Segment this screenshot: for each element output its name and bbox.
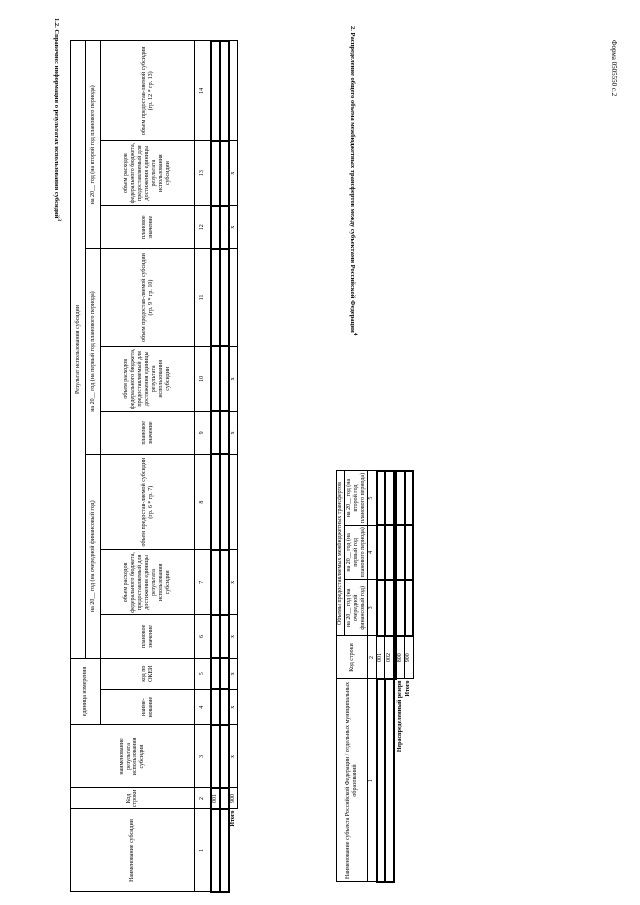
results-group-header: Результат использования субсидии <box>71 41 86 658</box>
section2-title: 2. Распределение общего объема межбюджетных трансфертов между субъектами Российской Федерации$^4$ <box>348 26 358 336</box>
row-code: 800 <box>396 636 405 679</box>
data-cell[interactable] <box>211 550 220 615</box>
x-mark: x <box>229 411 238 454</box>
col-unit-header: единица измерения <box>71 658 101 725</box>
total-label: Итого <box>405 680 412 697</box>
col-number: 9 <box>194 411 210 454</box>
col-number: 8 <box>194 454 210 550</box>
data-cell[interactable] <box>220 689 229 725</box>
col-number: 4 <box>194 689 210 725</box>
col-number: 12 <box>194 206 210 249</box>
col-number: 11 <box>194 249 210 347</box>
data-cell[interactable] <box>377 471 385 525</box>
data-cell[interactable] <box>396 525 405 580</box>
x-mark: x <box>229 658 238 689</box>
table-row <box>385 471 394 882</box>
subsidy-name-cell[interactable] <box>220 809 229 892</box>
table-row <box>211 41 220 892</box>
vol-c-header: объем предостав-ляемой субсидии (гр. 12 * гр. 13) <box>101 41 195 141</box>
vol-a-header: объем предостав-ляемой субсидии (гр. 6 * гр. 7) <box>101 454 195 550</box>
total-label: Итого <box>230 810 237 827</box>
col-result-name-header: наименование результата использования субсидии <box>71 725 195 788</box>
column-numbers-row <box>368 471 377 882</box>
data-cell[interactable] <box>211 41 220 141</box>
data-cell[interactable] <box>220 411 229 454</box>
undistributed-label: Нераспределенный резерв <box>396 680 403 753</box>
col-number: 13 <box>194 141 210 206</box>
data-cell[interactable] <box>220 249 229 347</box>
expense-b-header: объем расходов федерального бюджета, предоставляемый для достижения единицы результата использования субсидии <box>101 346 195 411</box>
year-b-header: на 20__ год (на первый год планового периода) <box>345 525 368 580</box>
data-cell[interactable] <box>211 615 220 658</box>
subsidy-name-cell[interactable] <box>211 809 220 892</box>
data-cell[interactable] <box>220 206 229 249</box>
total-row <box>405 471 413 882</box>
year-c-header: на 20__ год (на второй год планового периода) <box>345 472 366 524</box>
data-cell[interactable] <box>220 41 229 141</box>
subject-name-cell[interactable] <box>377 679 385 882</box>
data-cell[interactable] <box>220 346 229 411</box>
data-cell[interactable] <box>220 658 229 689</box>
row-code: 002 <box>385 636 394 679</box>
x-mark: x <box>229 615 238 658</box>
x-mark: x <box>229 725 238 788</box>
data-cell[interactable] <box>229 249 238 347</box>
unit-name-header: наиме-нование <box>101 689 195 725</box>
vol-b-header: объем предостав-ляемой субсидии (гр. 9 * гр. 10) <box>101 249 195 347</box>
data-cell[interactable] <box>211 141 220 206</box>
data-cell[interactable] <box>385 471 394 525</box>
data-cell[interactable] <box>211 689 220 725</box>
col-number: 14 <box>194 41 210 141</box>
year-a-header: на 20__ год (на очередной финансовый год) <box>345 580 368 636</box>
subject-name-cell[interactable] <box>385 679 394 882</box>
unit-okei-header: код по ОКЕИ <box>101 658 195 689</box>
col-name-header: Наименование субсидии <box>71 809 195 892</box>
data-cell[interactable] <box>211 454 220 550</box>
data-cell[interactable] <box>405 580 413 636</box>
column-numbers-row <box>194 41 210 892</box>
expense-c-header: объем расходов федерального бюджета, предоставляемый для достижения единицы результата использования субсидии <box>101 141 195 206</box>
form-code: Форма 0505550 с.2 <box>610 40 618 97</box>
data-cell[interactable] <box>396 580 405 636</box>
year-b-header: на 20__ год (на первый год планового периода) <box>86 249 101 455</box>
col-number: 6 <box>194 615 210 658</box>
col-number: 2 <box>194 788 210 809</box>
col-number: 1 <box>368 679 377 882</box>
col-number: 5 <box>194 658 210 689</box>
data-cell[interactable] <box>220 550 229 615</box>
x-mark: x <box>229 206 238 249</box>
data-cell[interactable] <box>377 580 385 636</box>
undistributed-row <box>396 471 405 882</box>
col-code-header: Код строки <box>337 636 368 679</box>
col-number: 4 <box>368 525 377 580</box>
x-mark: x <box>229 346 238 411</box>
data-cell[interactable] <box>211 346 220 411</box>
data-cell[interactable] <box>211 411 220 454</box>
col-name-header: Наименование субъекта Российской Федерации / отдельных муниципальных образований <box>337 679 368 882</box>
year-c-header: на 20__ год (на второй год планового периода) <box>86 41 101 249</box>
data-cell[interactable] <box>405 471 413 525</box>
row-code-empty[interactable] <box>220 788 229 809</box>
data-cell[interactable] <box>220 141 229 206</box>
row-code: 900 <box>405 636 413 679</box>
row-code: 001 <box>211 788 220 809</box>
data-cell[interactable] <box>377 525 385 580</box>
data-cell[interactable] <box>220 454 229 550</box>
col-number: 3 <box>368 580 377 636</box>
data-cell[interactable] <box>396 471 405 525</box>
plan-a-header: плановое значение <box>101 615 195 658</box>
result-name-cell[interactable] <box>220 725 229 788</box>
volume-group-header: Объемы предоставляемых межбюджетных трансфертов <box>337 471 345 636</box>
col-number: 1 <box>194 809 210 892</box>
plan-c-header: плановое значение <box>101 206 195 249</box>
col-number: 2 <box>368 636 377 679</box>
data-cell[interactable] <box>385 580 394 636</box>
col-number: 10 <box>194 346 210 411</box>
data-cell[interactable] <box>211 658 220 689</box>
result-name-cell[interactable] <box>211 725 220 788</box>
data-cell[interactable] <box>211 206 220 249</box>
data-cell[interactable] <box>229 454 238 550</box>
total-row <box>229 41 238 892</box>
col-number: 5 <box>368 471 377 525</box>
table-row <box>220 41 229 892</box>
col-number: 3 <box>194 725 210 788</box>
row-code: 900 <box>229 788 238 809</box>
table-row <box>377 471 385 882</box>
data-cell[interactable] <box>229 41 238 141</box>
plan-b-header: плановое значение <box>101 411 195 454</box>
col-code-header: Код строки <box>71 788 195 809</box>
data-cell[interactable] <box>405 525 413 580</box>
row-code: 001 <box>377 636 385 679</box>
transfers-distribution-table <box>336 470 414 883</box>
x-mark: x <box>229 550 238 615</box>
col-number: 7 <box>194 550 210 615</box>
data-cell[interactable] <box>385 525 394 580</box>
subsidy-results-table <box>70 40 238 893</box>
expense-a-header: объем расходов федерального бюджета, предоставляемый для достижения единицы результата использования субсидии <box>101 550 195 615</box>
data-cell[interactable] <box>211 249 220 347</box>
data-cell[interactable] <box>220 615 229 658</box>
x-mark: x <box>229 141 238 206</box>
section1-title: 1.2. Справочно: информация о результатах использования субсидий$^3$ <box>52 18 62 222</box>
year-a-header: на 20__ год (на очередной финансовый год) <box>86 454 101 658</box>
x-mark: x <box>229 689 238 725</box>
